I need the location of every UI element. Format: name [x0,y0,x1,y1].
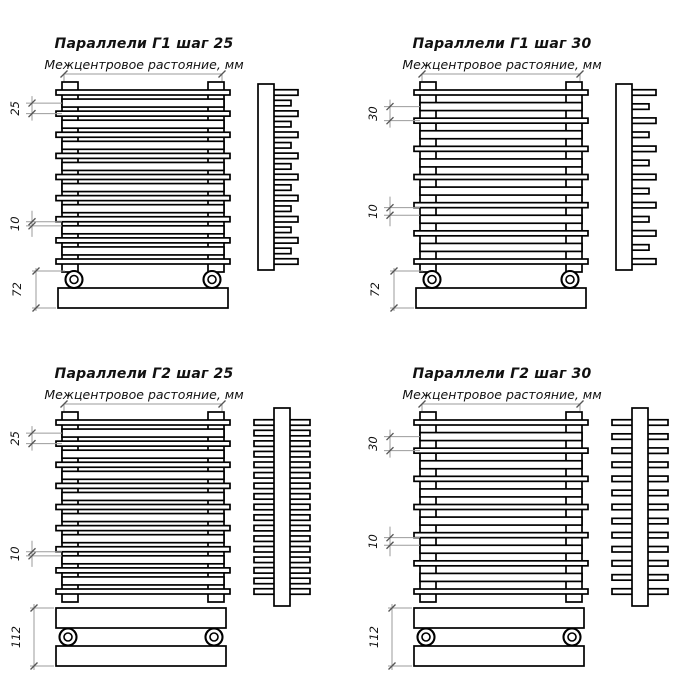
tube-bar [420,461,582,469]
tube-end-tab-left [612,561,634,567]
tube-end-tab [272,195,298,201]
collector-section-inner [210,633,218,641]
tube-bar [62,141,224,149]
tube-end-tab [630,259,656,265]
dimension-value: 10 [8,546,22,562]
dimension-value: 72 [368,282,382,297]
tube-bar [62,577,224,585]
tube-bar [56,568,230,573]
tube-bar [414,175,588,180]
bottom-view [58,271,228,308]
tube-end-tab-left [612,575,634,581]
tube-end-tab [630,231,656,237]
tube-row-plan-back [56,646,226,666]
tube-end-tab-left [254,473,276,479]
front-view [56,412,230,602]
tube-end-tab-right [288,557,310,563]
tube-end-tab-left [612,420,634,426]
tube-bar [56,483,230,488]
radiator-drawing-g2-step-30 [366,356,700,691]
tube-end-tab [272,206,291,212]
tube-end-tab-left [612,462,634,468]
tube-bar [414,118,588,123]
tube-bar [420,433,582,441]
collector-section-inner [70,276,78,284]
tube-end-tab [630,90,656,96]
tube-bar [56,132,230,137]
tube-end-tab-left [612,589,634,595]
tube-end-tab [272,248,291,254]
center-distance-dimension [419,71,584,82]
tube-end-tab-left [254,441,276,447]
tube-bar [420,517,582,525]
tube-end-tab-right [646,589,668,595]
tube-end-tab-left [254,494,276,500]
depth-dimension [10,268,65,312]
tube-end-tab [630,146,656,152]
tube-end-tab-left [612,490,634,496]
tube-end-tab [272,100,291,106]
step-dimension [366,430,420,458]
tube-bar [420,187,582,195]
tube-end-tab-right [288,483,310,489]
side-collector [632,408,648,606]
tube-end-tab-right [646,518,668,524]
tube-end-tab-right [288,578,310,584]
side-view [612,408,668,606]
tube-end-tab-right [646,448,668,454]
center-distance-label: Межцентровое растояние, мм [44,387,244,402]
tube-end-tab-left [254,568,276,574]
tube-bar [414,90,588,95]
dimension-value: 72 [10,282,24,297]
tube-end-tab [272,164,291,170]
collector-section-inner [568,633,576,641]
tube-bar [62,429,224,437]
side-view [258,84,298,270]
drawing-title: Параллели Г1 шаг 25 [54,36,234,52]
gap-dimension [8,541,62,567]
side-collector [274,408,290,606]
collector-section-inner [428,276,436,284]
tube-end-tab [272,143,291,149]
center-distance-label: Межцентровое растояние, мм [44,57,244,72]
tube-end-tab [272,238,298,244]
tube-bar [56,526,230,531]
step-dimension [8,96,62,121]
center-distance-label: Межцентровое растояние, мм [402,57,602,72]
tube-bar [56,90,230,95]
tube-end-tab-left [254,578,276,584]
tube-bar [56,238,230,243]
dimension-value: 112 [9,626,23,648]
front-view [414,82,588,272]
tube-bar [62,162,224,170]
tube-end-tab-left [254,547,276,553]
tube-bar [420,159,582,167]
tube-row-plan [416,288,586,308]
bottom-view [56,608,226,666]
front-view [414,412,588,602]
tube-end-tab [272,111,298,117]
tube-bar [414,146,588,151]
collector-section-inner [566,276,574,284]
tube-end-tab-left [254,589,276,595]
bottom-view [414,608,584,666]
step-dimension [366,100,420,128]
tube-end-tab-left [254,504,276,510]
tube-bar [56,217,230,222]
tube-end-tab [272,259,298,265]
tube-end-tab-right [288,451,310,457]
drawing-title: Параллели Г1 шаг 30 [412,36,592,52]
tube-end-tab-right [646,547,668,553]
dimension-value: 10 [8,216,22,232]
tube-bar [56,547,230,552]
tube-end-tab-right [288,568,310,574]
collector-section-inner [208,276,216,284]
tube-row-plan-back [414,646,584,666]
side-collector [258,84,274,270]
tube-bar [62,120,224,128]
tube-end-tab [272,90,298,96]
tube-bar [414,505,588,510]
tube-end-tab-right [646,462,668,468]
tube-end-tab-left [254,557,276,563]
tube-end-tab-left [254,536,276,542]
tube-bar [414,533,588,538]
tube-end-tab [630,174,656,180]
tube-bar [414,448,588,453]
tube-bar [414,589,588,594]
tube-bar [62,184,224,192]
drawing-title: Параллели Г2 шаг 25 [54,366,234,382]
dimension-value: 30 [366,106,380,121]
tube-end-tab-right [646,434,668,440]
dimension-value: 30 [366,436,380,451]
tube-bar [56,259,230,264]
tube-end-tab-right [646,504,668,510]
tube-end-tab-left [254,451,276,457]
collector-section-inner [64,633,72,641]
tube-end-tab [272,153,298,159]
tube-end-tab-right [646,420,668,426]
tube-bar [56,462,230,467]
tube-end-tab-left [254,515,276,521]
tube-end-tab-left [612,532,634,538]
tube-bar [414,420,588,425]
tube-bar [56,505,230,510]
tube-bar [62,514,224,522]
dimension-value: 112 [367,626,381,648]
tube-bar [414,476,588,481]
tube-end-tab-right [288,536,310,542]
tube-bar [62,471,224,479]
tube-end-tab-left [612,476,634,482]
tube-bar [420,573,582,581]
drawing-title: Параллели Г2 шаг 30 [412,366,592,382]
gap-dimension [366,197,420,227]
tube-bar [62,247,224,255]
tube-end-tab-left [254,483,276,489]
step-dimension [8,426,62,451]
tube-end-tab [272,227,291,233]
tube-end-tab-left [612,504,634,510]
quadrant-parallels-g1-step-30 [366,26,700,361]
collector-section-inner [422,633,430,641]
dimension-value: 10 [366,534,380,549]
tube-bar [56,441,230,446]
tube-bar [414,231,588,236]
center-distance-dimension [419,401,584,412]
tube-bar [420,545,582,553]
tube-end-tab-right [288,430,310,436]
side-view [254,408,310,606]
tube-bar [56,111,230,116]
tube-end-tab-left [254,420,276,426]
center-distance-dimension [61,71,226,82]
tube-bar [62,205,224,213]
tube-end-tab-right [288,504,310,510]
tube-end-tab-right [288,473,310,479]
tube-end-tab [272,217,298,223]
tube-end-tab-right [646,490,668,496]
tube-bar [414,259,588,264]
tube-end-tab-left [612,448,634,454]
radiator-drawing-g1-step-25 [8,26,353,361]
tube-end-tab-right [288,420,310,426]
side-collector [616,84,632,270]
tube-row-plan-front [414,608,584,628]
depth-dimension [367,604,412,670]
tube-end-tab-right [646,476,668,482]
tube-end-tab-left [612,518,634,524]
bottom-view [416,271,586,308]
quadrant-parallels-g2-step-30 [366,356,700,691]
tube-end-tab-left [254,430,276,436]
tube-bar [62,535,224,543]
tube-bar [62,99,224,107]
tube-end-tab-left [612,434,634,440]
center-distance-dimension [61,401,226,412]
tube-end-tab-right [288,515,310,521]
dimension-value: 10 [366,204,380,219]
side-view [616,84,656,270]
tube-end-tab [272,121,291,127]
depth-dimension [9,604,54,670]
tube-bar [56,153,230,158]
tube-end-tab [272,174,298,180]
tube-end-tab [272,132,298,138]
tube-end-tab-right [288,589,310,595]
quadrant-parallels-g1-step-25 [8,26,353,361]
tube-end-tab [630,202,656,208]
tube-bar [420,243,582,251]
tube-end-tab-right [646,532,668,538]
dimension-value: 25 [8,431,22,446]
quadrant-parallels-g2-step-25 [8,356,353,691]
center-distance-label: Межцентровое растояние, мм [402,387,602,402]
tube-bar [62,492,224,500]
tube-end-tab-left [254,525,276,531]
gap-dimension [366,527,420,557]
gap-dimension [8,211,62,237]
tube-bar [420,215,582,223]
depth-dimension [368,268,423,312]
tube-end-tab-left [612,547,634,553]
tube-row-plan-front [56,608,226,628]
tube-end-tab-right [288,441,310,447]
tube-end-tab-right [288,462,310,468]
tube-end-tab [272,185,291,191]
tube-bar [414,203,588,208]
tube-bar [56,196,230,201]
tube-end-tab-right [288,525,310,531]
tube-end-tab-left [254,462,276,468]
tube-end-tab-right [288,547,310,553]
front-view [56,82,230,272]
tube-bar [56,589,230,594]
radiator-drawing-g2-step-25 [8,356,353,691]
tube-end-tab [630,118,656,124]
tube-bar [414,561,588,566]
dimension-value: 25 [8,101,22,116]
tube-bar [62,226,224,234]
radiator-drawing-g1-step-30 [366,26,700,361]
tube-bar [420,489,582,497]
tube-end-tab-right [288,494,310,500]
tube-row-plan [58,288,228,308]
tube-end-tab-right [646,575,668,581]
tube-end-tab-right [646,561,668,567]
tube-bar [62,450,224,458]
tube-bar [56,420,230,425]
tube-bar [420,131,582,139]
tube-bar [420,103,582,111]
tube-bar [62,556,224,564]
tube-bar [56,175,230,180]
